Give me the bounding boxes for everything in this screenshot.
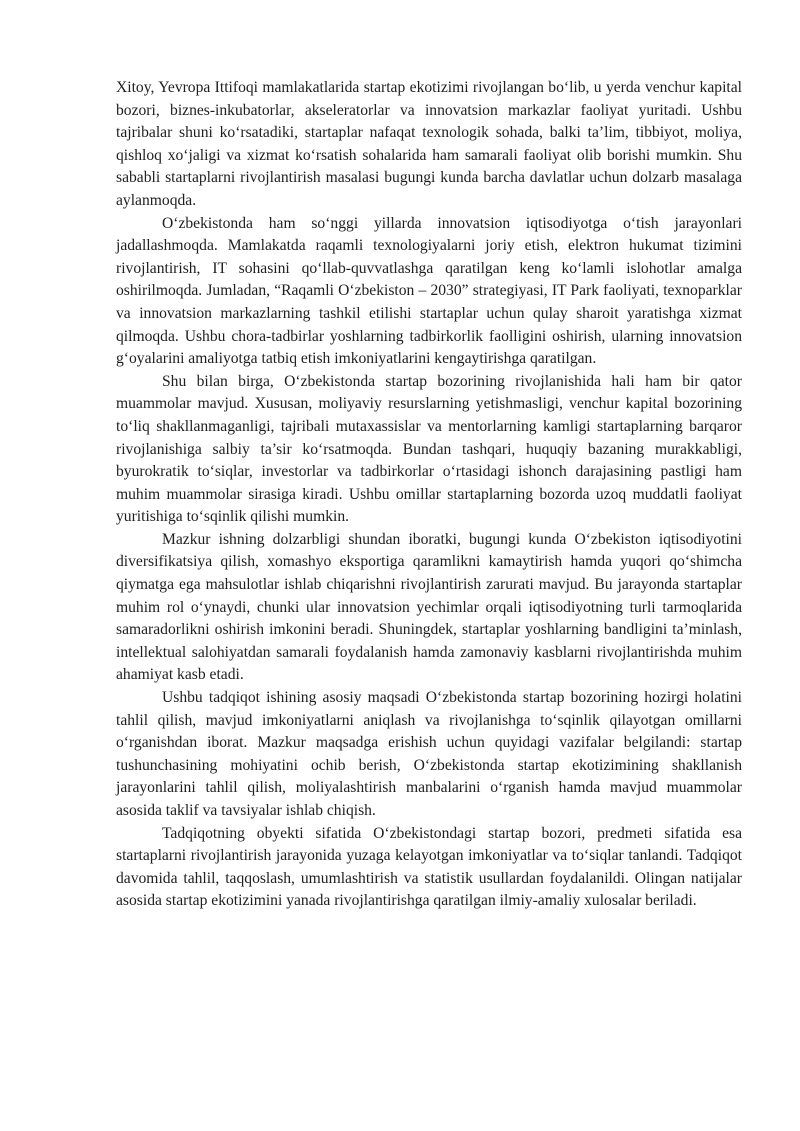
paragraph-4: Mazkur ishning dolzarbligi shundan iboratki, bugungi kunda O‘zbekiston iqtisodiyotini diversifikatsiya qilish, xomashyo eksportiga qaramlikni kamaytirish hamda yuqori qo‘shimcha qiymatga ega mahsulotlar ishlab chiqarishni rivojlantirish zarurati mavjud. Bu jarayonda startaplar muhim rol o‘ynaydi, chunki ular innovatsion yechimlar orqali iqtisodiyotning turli tarmoqlarida samaradorlikni oshirish imkonini beradi. Shuningdek, startaplar yoshlarning bandligini ta’minlash, intellektual salohiyatdan samarali foydalanish hamda zamonaviy kasblarni rivojlantirishda muhim ahamiyat kasb etadi.: [116, 530, 742, 684]
paragraph-2: O‘zbekistonda ham so‘nggi yillarda innovatsion iqtisodiyotga o‘tish jarayonlari jadallashmoqda. Mamlakatda raqamli texnologiyalarni joriy etish, elektron hukumat tizimini rivojlantirish, IT sohasini qo‘llab-quvvatlashga qaratilgan keng ko‘lamli islohotlar amalga oshirilmoqda. Jumladan, “Raqamli O‘zbekiston – 2030” strategiyasi, IT Park faoliyati, texnoparklar va innovatsion markazlarning tashkil etilishi startaplar uchun qulay sharoit yaratishga xizmat qilmoqda. Ushbu chora-tadbirlar yoshlarning tadbirkorlik faolligini oshirish, ularning innovatsion g‘oyalarini amaliyotga tatbiq etish imkoniyatlarini kengaytirishga qaratilgan.: [116, 214, 742, 368]
paragraph-5: Ushbu tadqiqot ishining asosiy maqsadi O‘zbekistonda startap bozorining hozirgi holatini tahlil qilish, mavjud imkoniyatlarni aniqlash va rivojlanishga to‘sqinlik qilayotgan omillarni o‘rganishdan iborat. Mazkur maqsadga erishish uchun quyidagi vazifalar belgilandi: startap tushunchasining mohiyatini ochib berish, O‘zbekistonda startap ekotizimining shakllanish jarayonlarini tahlil qilish, moliyalashtirish manbalarini o‘rganish hamda mavjud muammolar asosida taklif va tavsiyalar ishlab chiqish.: [116, 689, 742, 819]
document-body: [116, 77, 742, 913]
paragraph-3: Shu bilan birga, O‘zbekistonda startap bozorining rivojlanishida hali ham bir qator muammolar mavjud. Xususan, moliyaviy resurslarning yetishmasligi, venchur kapital bozorining to‘liq shakllanmaganligi, tajribali mutaxassislar va mentorlarning kamligi startaplarning barqaror rivojlanishiga salbiy ta’sir ko‘rsatmoqda. Bundan tashqari, huquqiy bazaning murakkabligi, byurokratik to‘siqlar, investorlar va tadbirkorlar o‘rtasidagi ishonch darajasining pastligi ham muhim muammolar sirasiga kiradi. Ushbu omillar startaplarning bozorda uzoq muddatli faoliyat yuritishiga to‘sqinlik qilishi mumkin.: [116, 372, 742, 526]
paragraph-1: Xitoy, Yevropa Ittifoqi mamlakatlarida startap ekotizimi rivojlangan bo‘lib, u yerda venchur kapital bozori, biznes-inkubatorlar, akseleratorlar va innovatsion markazlar faoliyat yuritadi. Ushbu tajribalar shuni ko‘rsatadiki, startaplar nafaqat texnologik sohada, balki ta’lim, tibbiyot, moliya, qishloq xo‘jaligi va xizmat ko‘rsatish sohalarida ham samarali faoliyat olib borishi mumkin. Shu sababli startaplarni rivojlantirish masalasi bugungi kunda barcha davlatlar uchun dolzarb masalaga aylanmoqda.: [116, 79, 742, 209]
paragraph-6: Tadqiqotning obyekti sifatida O‘zbekistondagi startap bozori, predmeti sifatida esa startaplarni rivojlantirish jarayonida yuzaga kelayotgan imkoniyatlar va to‘siqlar tanlandi. Tadqiqot davomida tahlil, taqqoslash, umumlashtirish va statistik usullardan foydalanildi. Olingan natijalar asosida startap ekotizimini yanada rivojlantirishga qaratilgan ilmiy-amaliy xulosalar beriladi.: [116, 824, 742, 910]
